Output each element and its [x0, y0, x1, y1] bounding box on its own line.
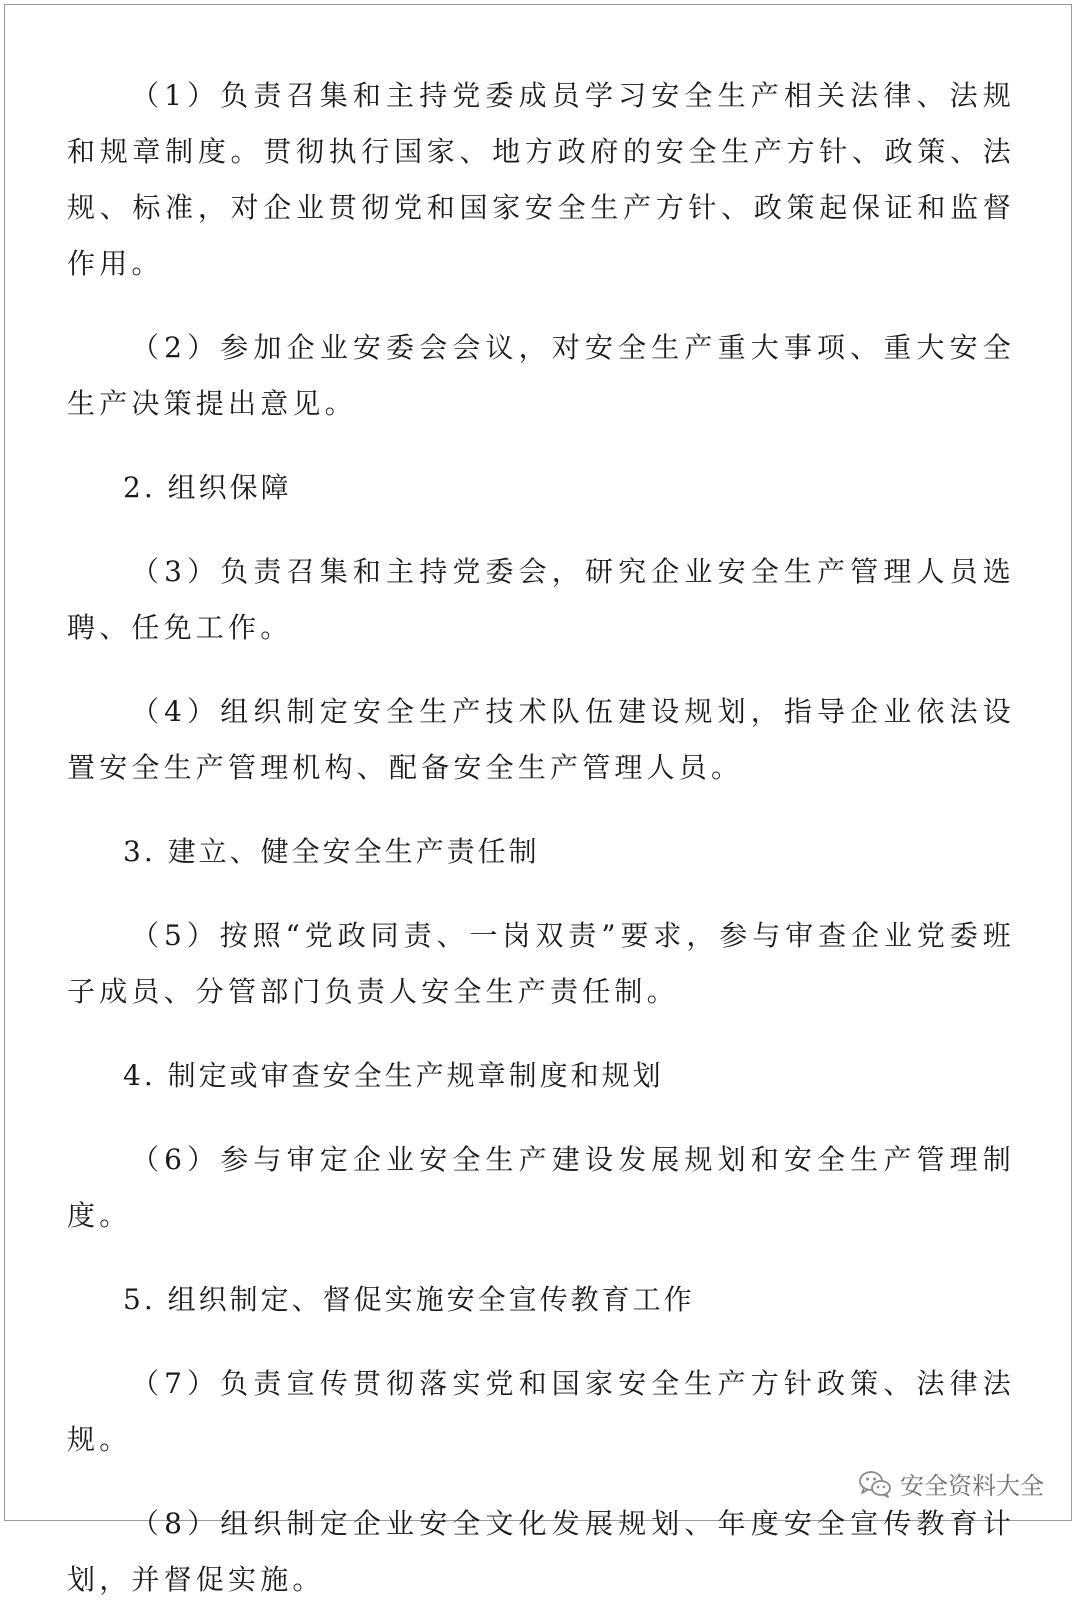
watermark — [858, 1466, 1044, 1501]
paragraph-1: （1）负责召集和主持党委成员学习安全生产相关法律、法规和规章制度。贯彻执行国家、地方政府的安全生产方针、政策、法规、标准，对企业贯彻党和国家安全生产方针、政策起保证和监督作用。 — [67, 79, 1015, 280]
paragraph-4: （4）组织制定安全生产技术队伍建设规划，指导企业依法设置安全生产管理机构、配备安全生产管理人员。 — [67, 695, 1015, 784]
paragraph-8: （8）组织制定企业安全文化发展规划、年度安全宣传教育计划，并督促实施。 — [67, 1507, 1015, 1596]
section-heading-5: 5. 组织制定、督促实施安全宣传教育工作 — [123, 1283, 695, 1316]
document-body — [67, 68, 1015, 1608]
wechat-icon — [858, 1469, 892, 1499]
section-heading-3: 3. 建立、健全安全生产责任制 — [123, 835, 540, 868]
paragraph-3: （3）负责召集和主持党委会，研究企业安全生产管理人员选聘、任免工作。 — [67, 555, 1015, 644]
section-heading-2: 2. 组织保障 — [123, 471, 292, 504]
paragraph-5: （5）按照“党政同责、一岗双责”要求，参与审查企业党委班子成员、分管部门负责人安全生产责任制。 — [67, 919, 1015, 1008]
watermark-text: 安全资料大全 — [900, 1472, 1044, 1500]
paragraph-6: （6）参与审定企业安全生产建设发展规划和安全生产管理制度。 — [67, 1143, 1015, 1232]
paragraph-7: （7）负责宣传贯彻落实党和国家安全生产方针政策、法律法规。 — [67, 1367, 1015, 1456]
paragraph-2: （2）参加企业安委会会议，对安全生产重大事项、重大安全生产决策提出意见。 — [67, 331, 1015, 420]
section-heading-4: 4. 制定或审查安全生产规章制度和规划 — [123, 1059, 664, 1092]
